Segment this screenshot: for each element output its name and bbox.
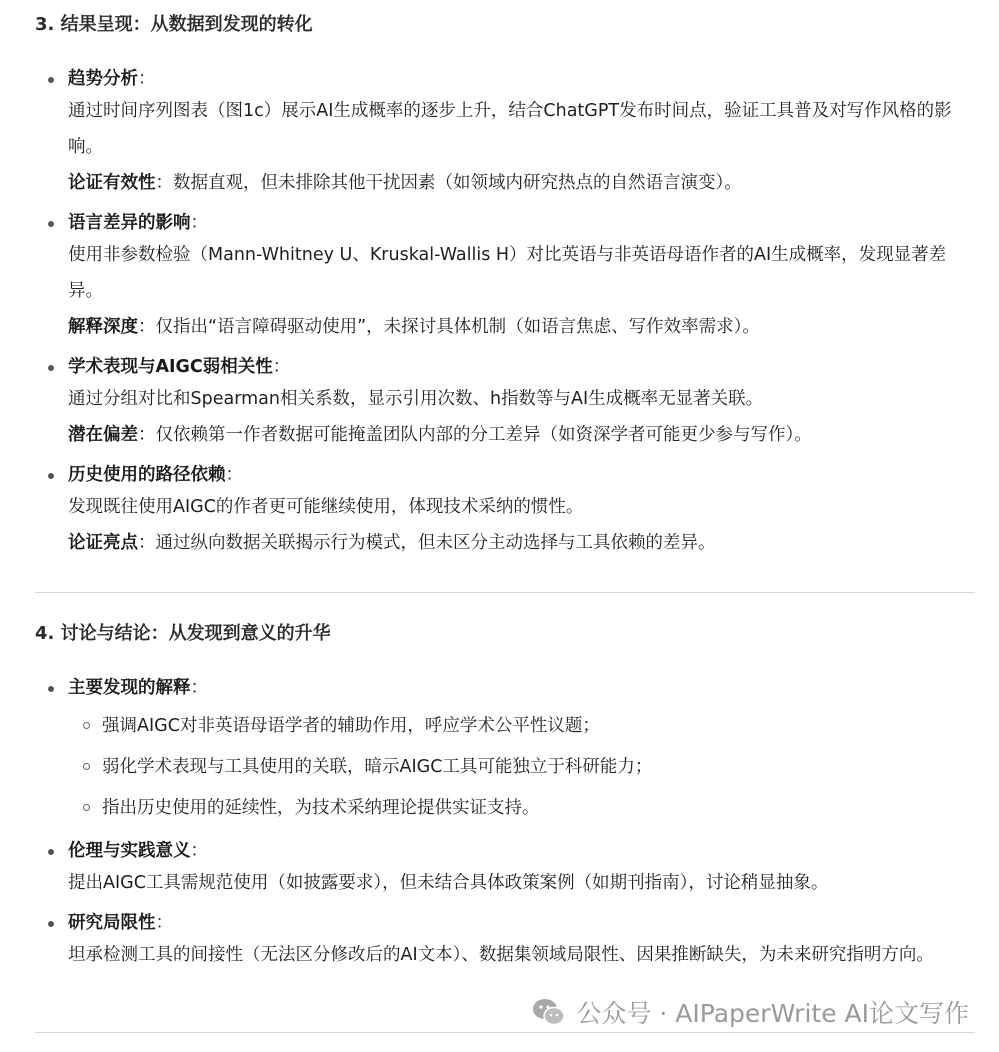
section-3-list xyxy=(35,65,975,569)
circle-bullet-icon xyxy=(83,722,90,729)
sub-list xyxy=(68,706,975,829)
item-note: 解释深度：仅指出“语言障碍驱动使用”，未探讨具体机制（如语言焦虑、写作效率需求）。 xyxy=(68,317,760,337)
bullet-dot-icon xyxy=(48,921,54,927)
list-item-trend-analysis: 趋势分析： 通过时间序列图表（图1c）展示AI生成概率的逐步上升，结合ChatGPT发布时间点，验证工具普及对写作风格的影响。 论证有效性：数据直观，但未排除其他干扰因素（如领域内研究热点的自然语言演变）。 xyxy=(35,65,975,201)
item-body: 发现既往使用AIGC的作者更可能继续使用，体现技术采纳的惯性。 xyxy=(68,497,584,517)
watermark xyxy=(532,994,969,1030)
section-divider xyxy=(35,592,975,593)
bullet-dot-icon xyxy=(48,686,54,692)
sub-list-item: 弱化学术表现与工具使用的关联，暗示AIGC工具可能独立于科研能力； xyxy=(68,747,975,788)
list-item-language-difference: 语言差异的影响： 使用非参数检验（Mann-Whitney U、Kruskal-Wallis H）对比英语与非英语母语作者的AI生成概率，发现显著差异。 解释深度：仅指出“语言障碍驱动使用”，未探讨具体机制（如语言焦虑、写作效率需求）。 xyxy=(35,209,975,345)
item-body: 使用非参数检验（Mann-Whitney U、Kruskal-Wallis H）对比英语与非英语母语作者的AI生成概率，发现显著差异。 xyxy=(68,245,947,301)
circle-bullet-icon xyxy=(83,763,90,770)
item-body: 通过分组对比和Spearman相关系数，显示引用次数、h指数等与AI生成概率无显著关联。 xyxy=(68,389,764,409)
item-heading: 学术表现与AIGC弱相关性 xyxy=(68,357,273,377)
section-3-title: 3. 结果呈现：从数据到发现的转化 xyxy=(35,14,313,35)
item-heading: 趋势分析 xyxy=(68,69,138,89)
item-body: 通过时间序列图表（图1c）展示AI生成概率的逐步上升，结合ChatGPT发布时间点，验证工具普及对写作风格的影响。 xyxy=(68,101,952,157)
item-heading: 历史使用的路径依赖 xyxy=(68,465,226,485)
bullet-dot-icon xyxy=(48,473,54,479)
wechat-icon xyxy=(532,997,566,1027)
item-heading: 伦理与实践意义 xyxy=(68,841,191,861)
section-4-title: 4. 讨论与结论：从发现到意义的升华 xyxy=(35,623,331,644)
item-body: 提出AIGC工具需规范使用（如披露要求），但未结合具体政策案例（如期刊指南），讨论稍显抽象。 xyxy=(68,873,829,893)
item-heading: 语言差异的影响 xyxy=(68,213,191,233)
list-item-limitations: 研究局限性： 坦承检测工具的间接性（无法区分修改后的AI文本）、数据集领域局限性、因果推断缺失，为未来研究指明方向。 xyxy=(35,909,975,973)
item-heading: 研究局限性 xyxy=(68,913,156,933)
bullet-dot-icon xyxy=(48,221,54,227)
watermark-text: 公众号 · AIPaperWrite AI论文写作 xyxy=(576,999,969,1028)
sub-list-item: 指出历史使用的延续性，为技术采纳理论提供实证支持。 xyxy=(68,788,975,829)
item-body: 坦承检测工具的间接性（无法区分修改后的AI文本）、数据集领域局限性、因果推断缺失，为未来研究指明方向。 xyxy=(68,945,934,965)
list-item-path-dependence: 历史使用的路径依赖： 发现既往使用AIGC的作者更可能继续使用，体现技术采纳的惯性。 论证亮点：通过纵向数据关联揭示行为模式，但未区分主动选择与工具依赖的差异。 xyxy=(35,461,975,561)
bullet-dot-icon xyxy=(48,77,54,83)
item-note: 潜在偏差：仅依赖第一作者数据可能掩盖团队内部的分工差异（如资深学者可能更少参与写作）。 xyxy=(68,425,812,445)
bullet-dot-icon xyxy=(48,365,54,371)
list-item-main-findings: 主要发现的解释： 强调AIGC对非英语母语学者的辅助作用，呼应学术公平性议题； 弱化学术表现与工具使用的关联，暗示AIGC工具可能独立于科研能力； 指出历史使用的延续性，为技术采纳理论提供实证支持。 xyxy=(35,674,975,829)
item-note: 论证亮点：通过纵向数据关联揭示行为模式，但未区分主动选择与工具依赖的差异。 xyxy=(68,533,716,553)
item-note: 论证有效性：数据直观，但未排除其他干扰因素（如领域内研究热点的自然语言演变）。 xyxy=(68,173,742,193)
circle-bullet-icon xyxy=(83,804,90,811)
list-item-ethics: 伦理与实践意义： 提出AIGC工具需规范使用（如披露要求），但未结合具体政策案例（如期刊指南），讨论稍显抽象。 xyxy=(35,837,975,901)
list-item-academic-performance: 学术表现与AIGC弱相关性： 通过分组对比和Spearman相关系数，显示引用次数、h指数等与AI生成概率无显著关联。 潜在偏差：仅依赖第一作者数据可能掩盖团队内部的分工差异（如资深学者可能更少参与写作）。 xyxy=(35,353,975,453)
sub-list-item: 强调AIGC对非英语母语学者的辅助作用，呼应学术公平性议题； xyxy=(68,706,975,747)
section-divider xyxy=(35,1032,975,1033)
item-heading: 主要发现的解释 xyxy=(68,678,191,698)
bullet-dot-icon xyxy=(48,849,54,855)
section-4-list xyxy=(35,674,975,981)
